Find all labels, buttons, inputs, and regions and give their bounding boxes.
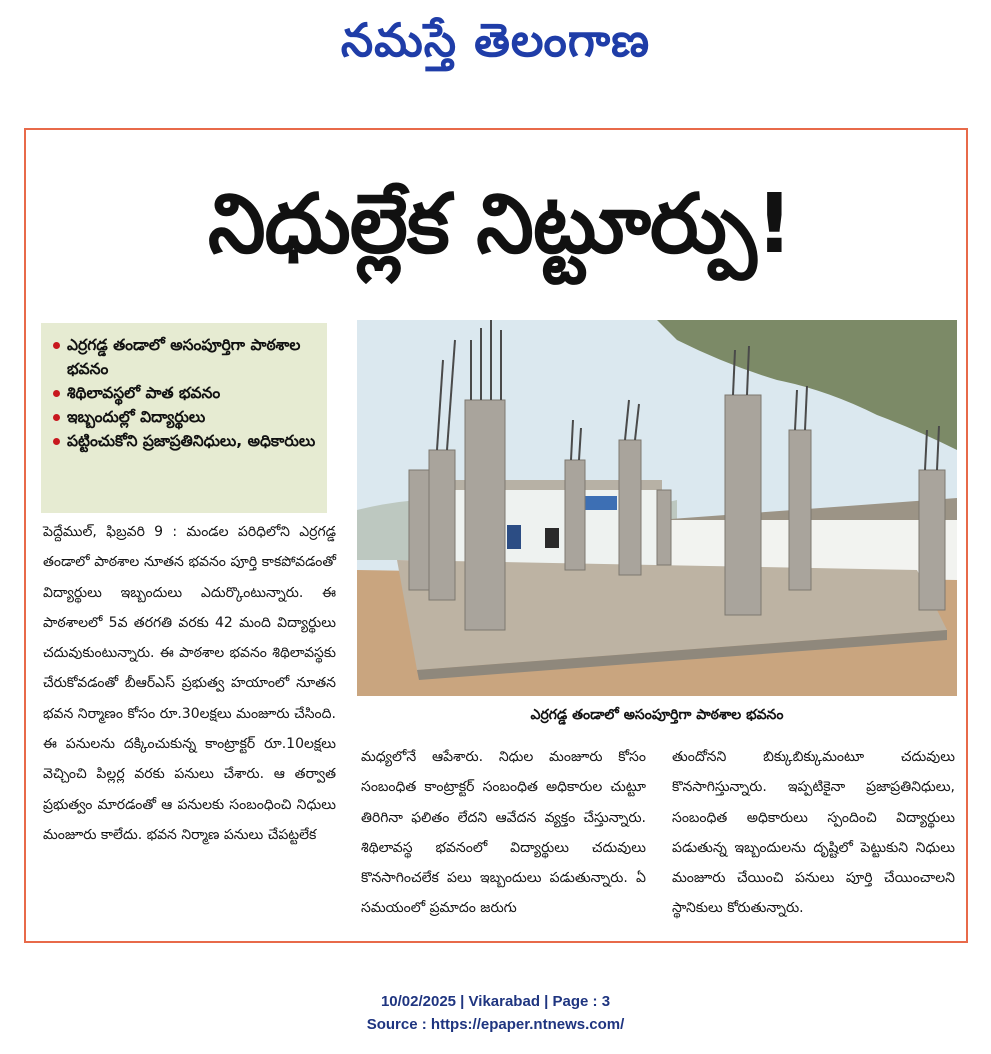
- highlights-box: [41, 323, 327, 513]
- article-column-3: [672, 742, 955, 924]
- article-text: పెద్దేముల్, ఫిబ్రవరి 9 : మండల పరిధిలోని ఎర్రగడ్డ తండాలో పాఠశాల నూతన భవనం పూర్తి కాకపోవడంతో విద్యార్థులు ఇబ్బందులు ఎదుర్కొంటున్నారు. ఈ పాఠశాలలో 5వ తరగతి వరకు 42 మంది విద్యార్థులు చదువుకుంటున్నారు. ఈ పాఠశాల భవనం శిథిలావస్థకు చేరుకోవడంతో బీఆర్ఎస్ ప్రభుత్వ హయాంలో నూతన భవన నిర్మాణం కోసం రూ.30లక్షలు మంజూరు చేసింది. ఈ పనులను దక్కించుకున్న కాంట్రాక్టర్ రూ.10లక్షలు వెచ్చించి పిల్లర్ల వరకు పనులు చేశారు. ఆ తర్వాత ప్రభుత్వం మారడంతో ఆ పనులకు సంబంధించి నిధులు మంజూరు కాలేదు. భవన నిర్మాణ పనులు చేపట్టలేక: [43, 524, 336, 843]
- article-column-2: [361, 742, 646, 924]
- highlight-text: ఇబ్బందుల్లో విద్యార్థులు: [67, 408, 206, 426]
- bullet-icon: [53, 390, 60, 397]
- footer-source-link[interactable]: Source : https://epaper.ntnews.com/: [366, 1016, 625, 1033]
- highlight-text: ఎర్రగడ్డ తండాలో అసంపూర్తిగా పాఠశాల భవనం: [67, 336, 301, 378]
- highlight-item: [53, 405, 317, 429]
- article-column-1: [43, 517, 336, 850]
- construction-photo: [357, 320, 957, 696]
- window: [545, 528, 559, 548]
- bullet-icon: [53, 342, 60, 349]
- door: [507, 525, 521, 549]
- highlight-text: శిథిలావస్థలో పాత భవనం: [67, 384, 221, 402]
- photo-illustration: [357, 320, 957, 696]
- footer-edition-info: 10/02/2025 | Vikarabad | Page : 3: [380, 993, 611, 1010]
- bullet-icon: [53, 414, 60, 421]
- photo-caption: ఎర్రగడ్డ తండాలో అసంపూర్తిగా పాఠశాల భవనం: [530, 707, 784, 723]
- highlight-item: [53, 333, 317, 381]
- highlight-text: పట్టించుకోని ప్రజాప్రతినిధులు, అధికారులు: [67, 432, 316, 450]
- article-text: తుందోనని బిక్కుబిక్కుమంటూ చదువులు కొనసాగిస్తున్నారు. ఇప్పటికైనా ప్రజాప్రతినిధులు, సంబంధిత అధికారులు స్పందించి విద్యార్థులు పడుతున్న ఇబ్బందులను దృష్టిలో పెట్టుకుని నిధులు మంజూరు చేయించి పనులు పూర్తి చేయించాలని స్థానికులు కోరుతున్నారు.: [672, 749, 955, 917]
- highlight-item: [53, 429, 317, 453]
- bullet-icon: [53, 438, 60, 445]
- newspaper-masthead: నమస్తే తెలంగాణ: [340, 13, 651, 67]
- highlight-item: [53, 381, 317, 405]
- article-text: మధ్యలోనే ఆపేశారు. నిధుల మంజూరు కోసం సంబంధిత కాంట్రాక్టర్ సంబంధిత అధికారుల చుట్టూ తిరిగినా ఫలితం లేదని ఆవేదన వ్యక్తం చేస్తున్నారు. శిథిలావస్థ భవనంలో విద్యార్థులు చదువులు కొనసాగించలేక పలు ఇబ్బందులు పడుతున్నారు. ఏ సమయంలో ప్రమాదం జరుగు: [361, 749, 646, 917]
- article-headline: నిధుల్లేక నిట్టూర్పు!: [207, 177, 793, 272]
